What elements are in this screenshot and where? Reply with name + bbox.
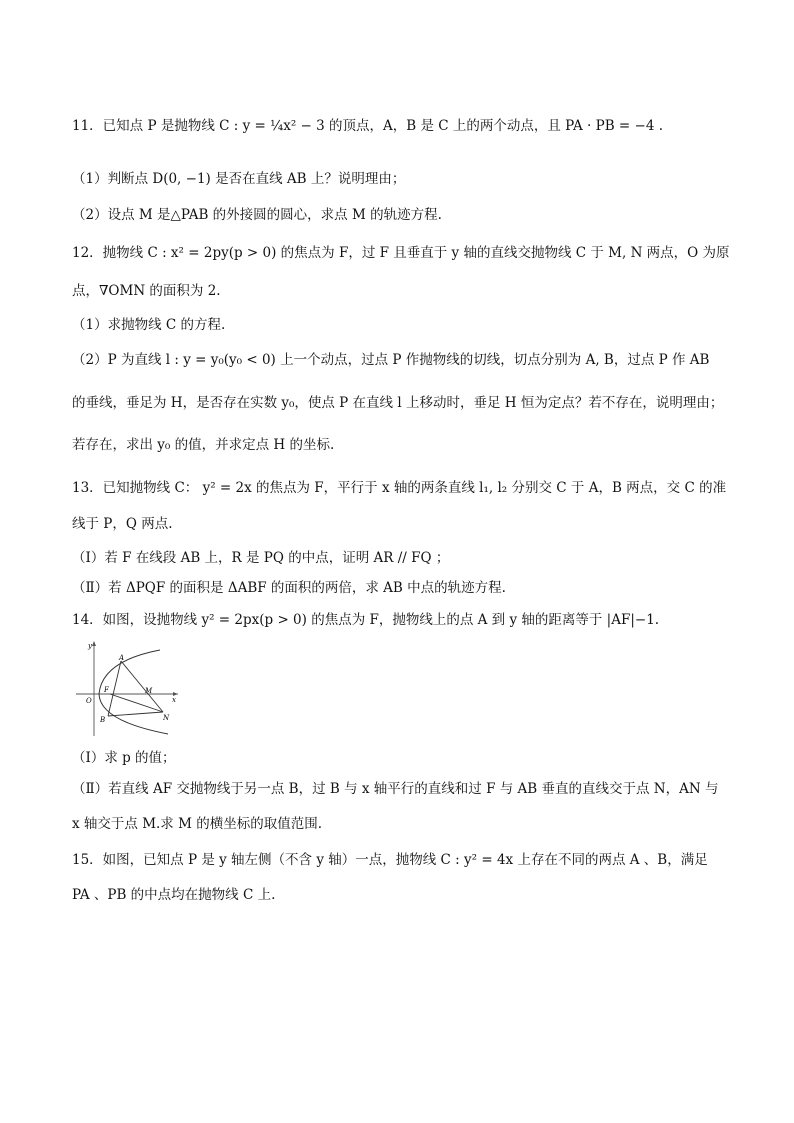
problem-12-part-1: （1）求抛物线 C 的方程. [72, 317, 226, 333]
problem-12-part-2-line-3: 若存在，求出 y₀ 的值，并求定点 H 的坐标. [72, 437, 335, 453]
problem-14-stem: 14．如图，设抛物线 y² = 2px(p > 0) 的焦点为 F，抛物线上的点 A 到 y 轴的距离等于 |AF|−1. [72, 612, 660, 628]
problem-13-part-2: （Ⅱ）若 ΔPQF 的面积是 ΔABF 的面积的两倍，求 AB 中点的轨迹方程. [72, 580, 506, 596]
label-f: F [104, 686, 109, 694]
problem-15-stem-line-1: 15．如图，已知点 P 是 y 轴左侧（不含 y 轴）一点，抛物线 C : y² = 4x 上存在不同的两点 A 、B，满足 [72, 852, 708, 868]
label-b: B [100, 716, 106, 724]
parabola-curve [99, 650, 168, 734]
label-o: O [86, 697, 92, 705]
problem-12-stem-line-2: 点，∇OMN 的面积为 2. [72, 283, 221, 299]
problem-11-stem: 11．已知点 P 是抛物线 C : y = ¼x² − 3 的顶点，A，B 是 C 上的两个动点，且 PA · PB = −4 . [72, 118, 664, 134]
problem-12-part-2-line-2: 的垂线，垂足为 H，是否存在实数 y₀，使点 P 在直线 l 上移动时，垂足 H 恒为定点？若不存在，说明理由； [72, 395, 724, 411]
problem-12-stem-line-1: 12．抛物线 C : x² = 2py(p > 0) 的焦点为 F，过 F 且垂直于 y 轴的直线交抛物线 C 于 M, N 两点，O 为原 [72, 245, 730, 261]
problem-13-stem-line-2: 线于 P，Q 两点. [72, 516, 173, 532]
line-an [121, 661, 163, 712]
label-y: y [88, 642, 92, 650]
y-axis-arrow [92, 641, 96, 646]
label-x: x [172, 696, 176, 704]
problem-11-part-1: （1）判断点 D(0, −1) 是否在直线 AB 上？说明理由； [72, 171, 406, 187]
line-af [108, 661, 121, 716]
line-bn [108, 712, 163, 716]
label-m: M [145, 687, 153, 695]
problem-12-part-2-line-1: （2）P 为直线 l : y = y₀(y₀ < 0) 上一个动点，过点 P 作抛物线的切线，切点分别为 A, B，过点 P 作 AB [72, 352, 710, 368]
label-a: A [119, 654, 125, 662]
parabola-figure [72, 636, 182, 741]
problem-15-stem-line-2: PA 、PB 的中点均在抛物线 C 上. [72, 887, 276, 903]
label-n: N [163, 714, 170, 722]
problem-14-part-2-line-2: x 轴交于点 M.求 M 的横坐标的取值范围. [72, 816, 323, 832]
problem-13-stem-line-1: 13．已知抛物线 C： y² = 2x 的焦点为 F，平行于 x 轴的两条直线 l₁, l₂ 分别交 C 于 A，B 两点，交 C 的准 [72, 480, 727, 496]
problem-13-part-1: （Ⅰ）若 F 在线段 AB 上，R 是 PQ 的中点，证明 AR // FQ ； [72, 550, 450, 566]
problem-11-part-2: （2）设点 M 是△PAB 的外接圆的圆心，求点 M 的轨迹方程. [72, 207, 442, 223]
problem-14-part-2-line-1: （Ⅱ）若直线 AF 交抛物线于另一点 B，过 B 与 x 轴平行的直线和过 F 与 AB 垂直的直线交于点 N，AN 与 [72, 781, 719, 797]
problem-14-part-1: （Ⅰ）求 p 的值； [72, 750, 176, 766]
